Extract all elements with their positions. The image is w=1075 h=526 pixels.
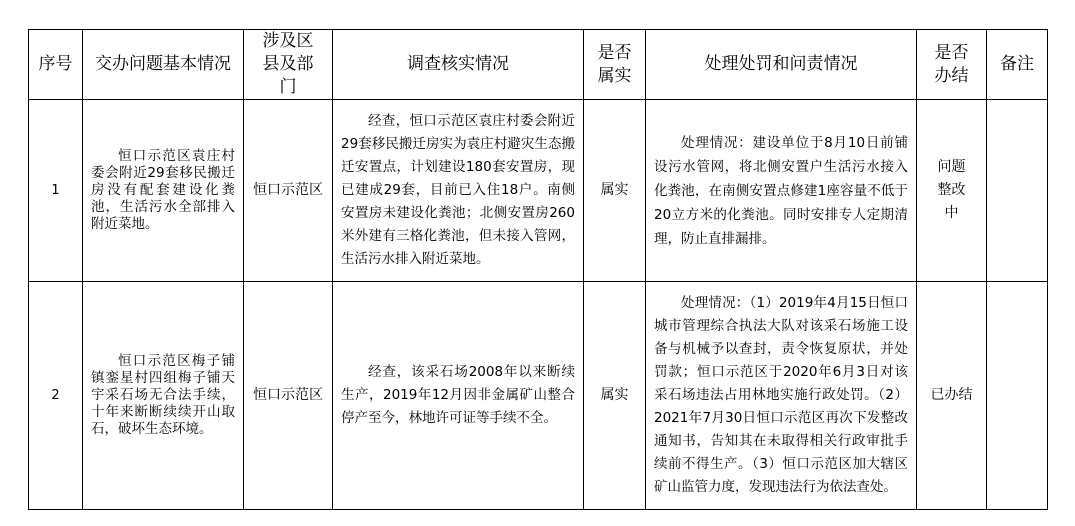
row-basic: 恒口示范区袁庄村委会附近29套移民搬迁房没有配套建设化粪池，生活污水全部排入附近菜地。: [83, 100, 244, 282]
header-verify: 调查核实情况: [333, 30, 584, 100]
row-handling: 处理情况：（1）2019年4月15日恒口城市管理综合执法大队对该采石场施工设备与机械予以查封，责令恢复原状，并处罚款；恒口示范区于2020年6月3日对该采石场违法占用林地实施行政处罚。（2）2021年7月30日恒口示范区再次下发整改通知书，告知其在未取得相关行政审批手续前不得生产。（3）恒口示范区加大辖区矿山监管力度，发现违法行为依法查处。: [646, 282, 917, 510]
header-basic: 交办问题基本情况: [83, 30, 244, 100]
row-seq: 1: [29, 100, 83, 282]
row-handling: 处理情况：建设单位于8月10日前铺设污水管网，将北侧安置户生活污水接入化粪池，在南侧安置点修建1座容量不低于20立方米的化粪池。同时安排专人定期清理，防止直排漏排。: [646, 100, 917, 282]
row-note: [987, 282, 1048, 510]
row-done: 已办结: [917, 282, 987, 510]
row-true: 属实: [584, 100, 646, 282]
row-region: 恒口示范区: [244, 100, 333, 282]
row-true: 属实: [584, 282, 646, 510]
row-seq: 2: [29, 282, 83, 510]
table-row: [29, 282, 1048, 510]
table-row: [29, 100, 1048, 282]
header-true: 是否属实: [584, 30, 646, 100]
header-region: 涉及区县及部门: [244, 30, 333, 100]
row-region: 恒口示范区: [244, 282, 333, 510]
row-basic: 恒口示范区梅子铺镇銮星村四组梅子铺天宇采石场无合法手续，十年来断断续续开山取石，破坏生态环境。: [83, 282, 244, 510]
header-seq: 序号: [29, 30, 83, 100]
header-handling: 处理处罚和问责情况: [646, 30, 917, 100]
row-note: [987, 100, 1048, 282]
row-verify: 经查，该采石场2008年以来断续生产，2019年12月因非金属矿山整合停产至今，林地许可证等手续不全。: [333, 282, 584, 510]
header-note: 备注: [987, 30, 1048, 100]
case-table: [28, 29, 1048, 510]
header-done: 是否办结: [917, 30, 987, 100]
row-done: 问题整改中: [917, 100, 987, 282]
row-verify: 经查，恒口示范区袁庄村委会附近29套移民搬迁房实为袁庄村避灾生态搬迁安置点，计划建设180套安置房，现已建成29套，目前已入住18户。南侧安置房未建设化粪池；北侧安置房260米外建有三格化粪池，但未接入管网，生活污水排入附近菜地。: [333, 100, 584, 282]
header-row: [29, 30, 1048, 100]
